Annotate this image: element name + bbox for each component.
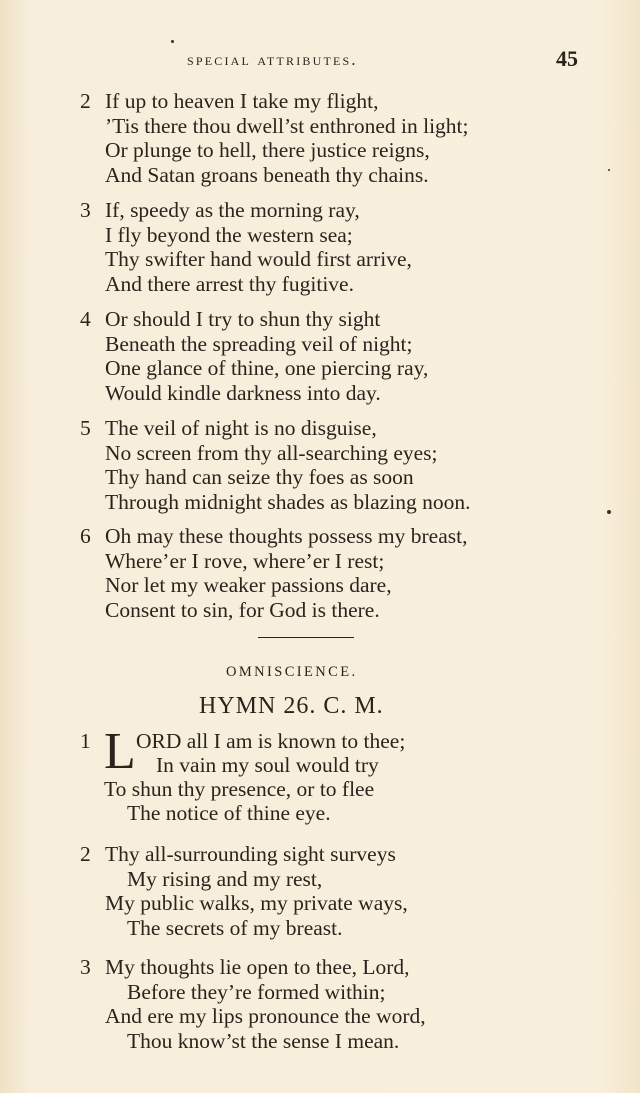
hymn26-verse-2 <box>80 842 408 940</box>
ink-speck <box>607 510 611 514</box>
page-number: 45 <box>556 46 578 71</box>
verse-line: And Satan groans beneath thy chains. <box>105 162 429 187</box>
verse-line: The notice of thine eye. <box>127 801 331 825</box>
verse-line: 5 The veil of night is no disguise, <box>80 416 377 440</box>
verse-line: Beneath the spreading veil of night; <box>105 331 413 356</box>
drop-cap: L <box>104 723 136 780</box>
verse-number: 6 <box>80 524 91 548</box>
verse-line: No screen from thy all-searching eyes; <box>105 440 438 465</box>
verse-line: 6 Oh may these thoughts possess my breast, <box>80 524 468 548</box>
running-header: special attributes. <box>187 50 358 69</box>
hymn-heading: HYMN 26. C. M. <box>199 693 384 719</box>
section-divider <box>258 637 354 638</box>
verse-number: 2 <box>80 89 91 113</box>
verse-number: 1 <box>80 729 91 753</box>
subject-heading: OMNISCIENCE. <box>226 664 358 680</box>
verse-line: The secrets of my breast. <box>127 915 343 940</box>
verse-number: 4 <box>80 307 91 331</box>
verse-line: My rising and my rest, <box>127 866 323 891</box>
verse-2 <box>80 89 468 187</box>
verse-6 <box>80 524 467 622</box>
verse-line: Thou know’st the sense I mean. <box>127 1028 400 1053</box>
verse-line: My public walks, my private ways, <box>105 891 408 915</box>
verse-line: And there arrest thy fugitive. <box>105 271 354 296</box>
verse-line: I fly beyond the western sea; <box>105 222 353 247</box>
verse-4 <box>80 307 428 405</box>
verse-number: 5 <box>80 416 91 440</box>
verse-number: 3 <box>80 955 91 979</box>
hymn26-verse-1 <box>80 723 406 825</box>
verse-line: Thy swifter hand would first arrive, <box>105 247 412 271</box>
verse-line: ’Tis there thou dwell’st enthroned in light; <box>105 113 469 138</box>
hymn26-verse-3 <box>80 955 426 1053</box>
verse-line: Through midnight shades as blazing noon. <box>105 489 471 514</box>
verse-line: 3 My thoughts lie open to thee, Lord, <box>80 955 410 979</box>
verse-line: To shun thy presence, or to flee <box>104 777 375 801</box>
verse-number: 3 <box>80 198 91 222</box>
verse-line: 4 Or should I try to shun thy sight <box>80 307 381 331</box>
verse-3 <box>80 198 412 296</box>
verse-line: ORD all I am is known to thee; <box>136 729 406 753</box>
verse-line: One glance of thine, one piercing ray, <box>105 356 429 380</box>
verse-line: Or plunge to hell, there justice reigns, <box>105 138 430 162</box>
verse-line: Before they’re formed within; <box>127 979 386 1004</box>
verse-line: And ere my lips pronounce the word, <box>105 1004 426 1028</box>
verse-line: 2 If up to heaven I take my flight, <box>80 89 379 113</box>
verse-line: 2 Thy all-surrounding sight surveys <box>80 842 396 866</box>
verse-line: Would kindle darkness into day. <box>105 380 381 405</box>
verse-line: Thy hand can seize thy foes as soon <box>105 465 414 489</box>
verse-line: In vain my soul would try <box>156 753 379 777</box>
verse-5 <box>80 416 470 514</box>
verse-line: 3 If, speedy as the morning ray, <box>80 198 360 222</box>
verse-line: Consent to sin, for God is there. <box>105 597 380 622</box>
verse-line: Nor let my weaker passions dare, <box>105 573 392 597</box>
verse-line: Where’er I rove, where’er I rest; <box>105 548 385 573</box>
ink-speck <box>171 40 174 43</box>
verse-number: 2 <box>80 842 91 866</box>
ink-speck <box>608 169 610 171</box>
